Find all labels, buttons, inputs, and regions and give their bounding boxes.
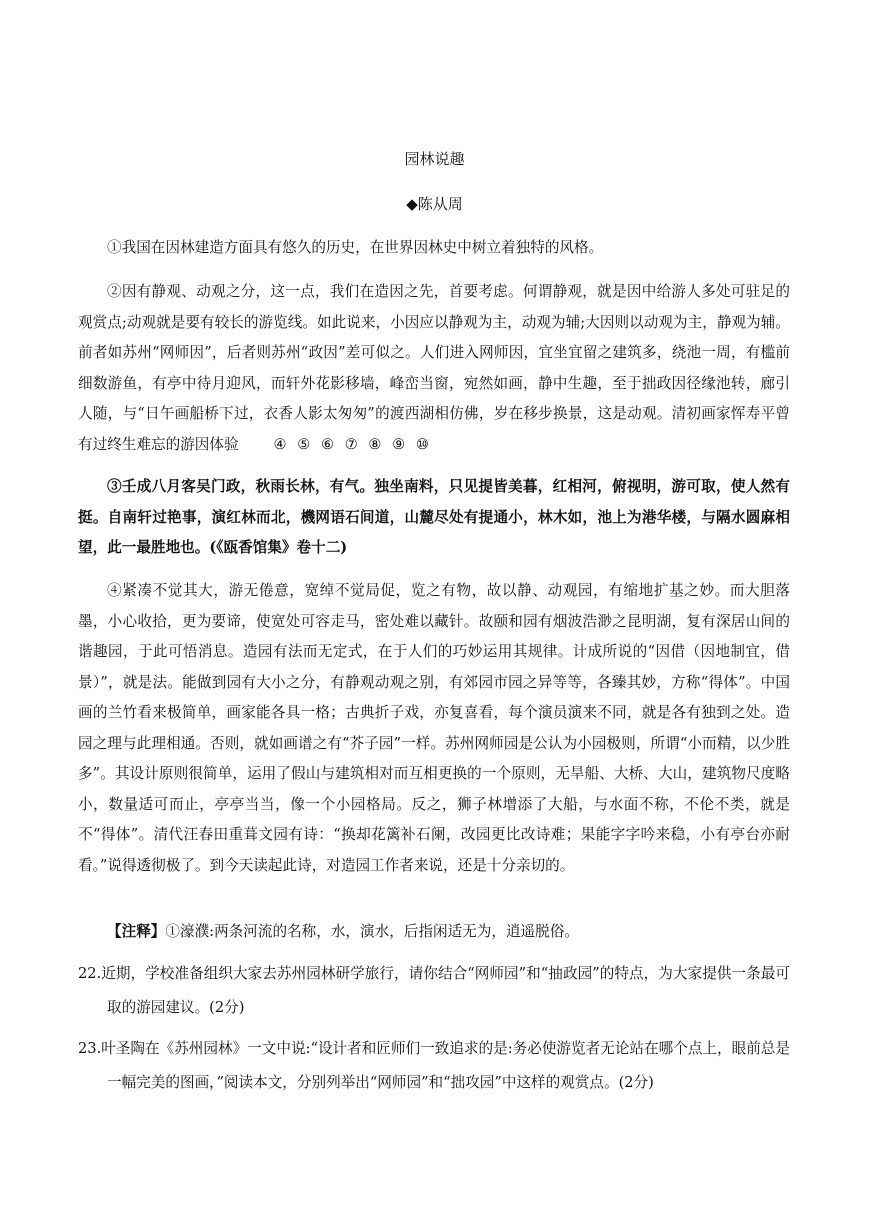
paragraph-4-text: ④紧凑不觉其大，游无倦意，宽绰不觉局促，览之有物，故以静、动观园，有缩地扩基之妙。而大胆落墨，小心收拾，更为要谛，使宽处可容走马，密处难以藏针。故颐和园有烟波浩渺之昆明湖，复有深居山间的谐趣园，于此可悟消息。造园有法而无定式，在于人们的巧妙运用其规律。计成所说的“因借（因地制宜，借景）”，就是法。能做到园有大小之分，有静观动观之别，有郊园市园之异等等，各臻其妙，方称“得体”。中国画的兰竹看来极简单，画家能各具一格；古典折子戏，亦复喜看，每个演员演来不同，就是各有独到之处。造园之理与此理相通。否则，就如画谱之有“芥子园”一样。苏州网师园是公认为小园极则，所谓“小而精，以少胜多”。其设计原则很简单，运用了假山与建筑相对而互相更换的一个原则，无旱船、大桥、大山，建筑物尺度略小，数量适可而止，亭亭当当，像一个小园格局。反之，狮子林增添了大船，与水面不称，不伦不类，就是不“得体”。清代汪春田重葺文园有诗：“换却花篱补石阑，改园更比改诗难；果能字字吟来稳，小有亭台亦耐看。”说得透彻极了。到今天读起此诗，对造园工作者来说，还是十分亲切的。 bbox=[78, 582, 790, 874]
circled-number-marks: ④ ⑤ ⑥ ⑦ ⑧ ⑨ ⑩ bbox=[273, 435, 432, 453]
paragraph-1-text: ①我国在因林建造方面具有悠久的历史，在世界因林史中树立着独特的风格。 bbox=[107, 239, 604, 256]
paragraph-2 bbox=[78, 277, 790, 460]
question-23: 23.叶圣陶在《苏州园林》一文中说:“设计者和匠师们一致追求的是:务必使游览者无论站在哪个点上，眼前总是一幅完美的图画，”阅读本文，分别列举出“网师园”和“拙攻园”中这样的观赏点。(2分) bbox=[78, 1040, 790, 1091]
paragraph-3-text: ③壬成八月客吴门政，秋雨长林，有气。独坐南料，只见提皆美暮，红相河，俯视明，游可取，使人然有挺。自南轩过艳事，演红林而北，機网语石间道，山麓尽处有提通小，林木如，池上为港华楼，与隔水圆麻相望，此一最胜地也。(《瓯香馆集》卷十二) bbox=[78, 478, 790, 556]
paragraph-3-quote bbox=[78, 472, 790, 564]
annotation-text: ①濠濮:两条河流的名称，水，演水，后指闲适无为，逍遥脱俗。 bbox=[165, 923, 579, 940]
paragraph-2-text: ②因有静观、动观之分，这一点，我们在造因之先，首要考虑。何谓静观，就是因中给游人多处可驻足的观赏点;动观就是要有较长的游览线。如此说来，小因应以静观为主，动观为辅;大因则以动观为主，静观为辅。前者如苏州“网师因”，后者则苏州“政因”差可似之。人们进入网师因，宜坐宜留之建筑多，绕池一周，有槛前细数游鱼，有亭中待月迎风，而轩外花影移墙，峰峦当窗，宛然如画，静中生趣，至于拙政因径缘池转，廊引人随，与“日午画船桥下过，衣香人影太匆匆”的渡西湖相仿佛，岁在移步换景，这是动观。清初画家恽寿平曾有过终生难忘的游因体验 bbox=[78, 283, 790, 453]
paragraph-4 bbox=[78, 576, 790, 881]
annotation bbox=[78, 917, 790, 948]
annotation-tag: 【注释】 bbox=[107, 923, 166, 940]
question-22: 22.近期，学校准备组织大家去苏州园林研学旅行，请你结合“网师园”和“抽政园”的特点，为大家提供一条最可取的游园建议。(2分) bbox=[78, 965, 790, 1016]
article-title: 园林说趣 bbox=[404, 150, 465, 168]
article-author: ◆陈从周 bbox=[406, 195, 463, 213]
paragraph-1 bbox=[78, 233, 790, 264]
